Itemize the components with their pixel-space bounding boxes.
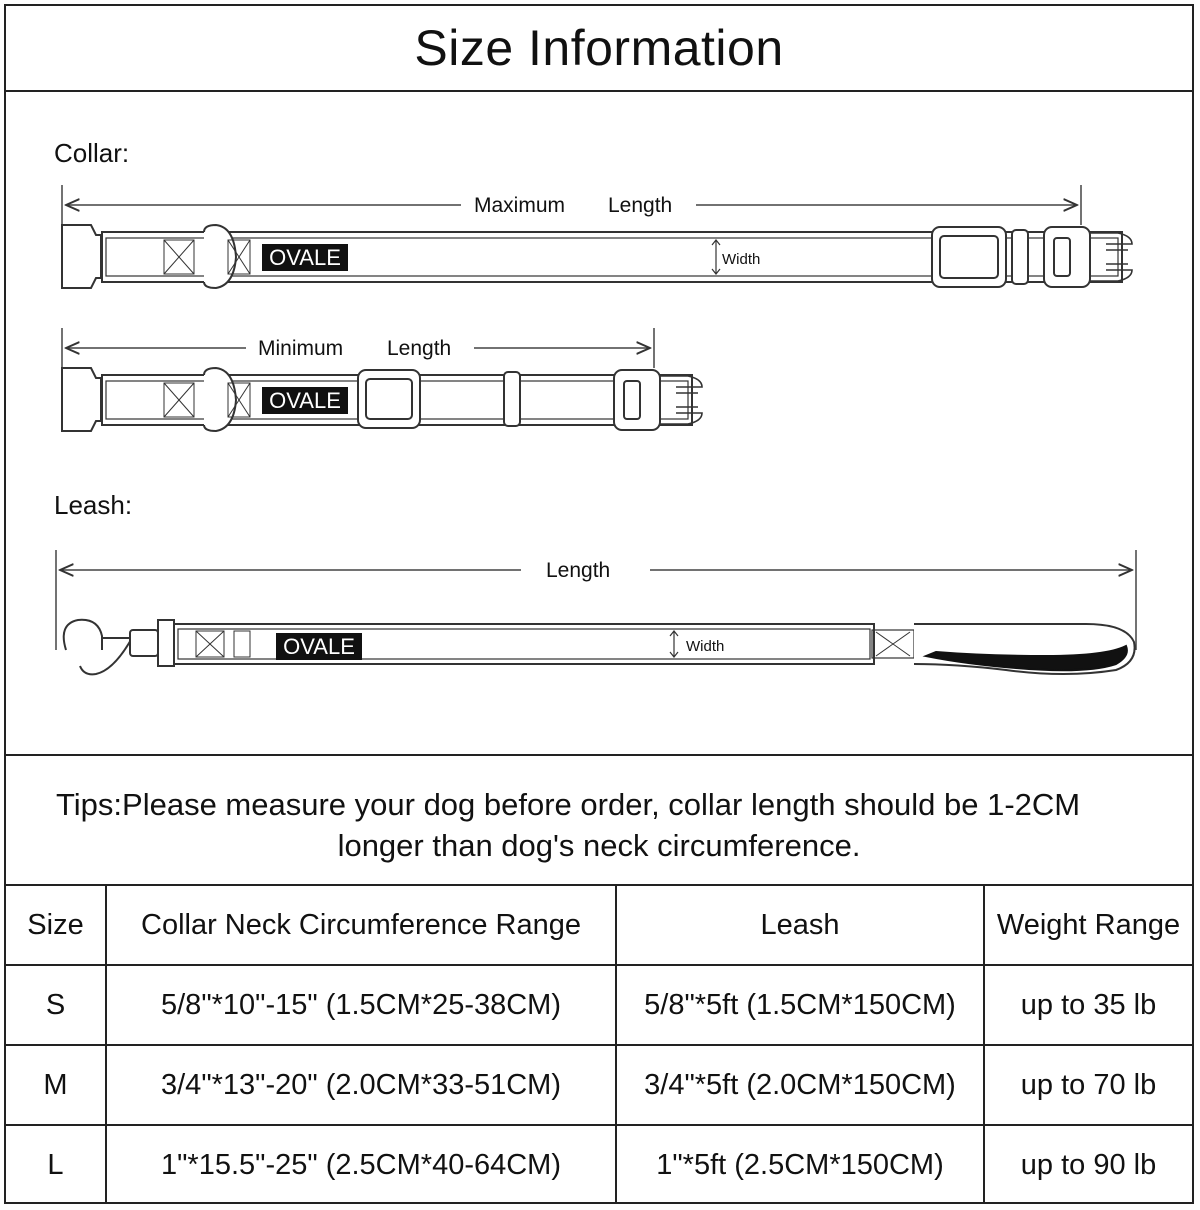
cell-weight-range: up to 35 lb (984, 965, 1192, 1045)
min-length-dimension (62, 328, 654, 368)
header-size: Size (6, 886, 106, 965)
cell-collar-range: 5/8"*10"-15" (1.5CM*25-38CM) (106, 965, 616, 1045)
tips-section (6, 754, 1192, 886)
width-label-collar: Width (722, 251, 761, 268)
brand-label-min: OVALE (269, 388, 341, 413)
tips-line-1: Tips:Please measure your dog before order, collar length should be 1-2CM (56, 787, 1081, 822)
max-label-1: Maximum (474, 194, 566, 217)
cell-collar-range: 1"*15.5"-25" (2.5CM*40-64CM) (106, 1125, 616, 1204)
header-weight-range: Weight Range (984, 886, 1192, 965)
leash-drawing (64, 620, 1135, 675)
table-row (6, 1045, 1192, 1125)
header-collar-range: Collar Neck Circumference Range (106, 886, 616, 965)
table-header-row (6, 886, 1192, 965)
cell-size: L (6, 1125, 106, 1204)
tips-line-2: longer than dog's neck circumference. (337, 828, 861, 863)
cell-leash: 1"*5ft (2.5CM*150CM) (616, 1125, 984, 1204)
cell-size: M (6, 1045, 106, 1125)
cell-leash: 5/8"*5ft (1.5CM*150CM) (616, 965, 984, 1045)
brand-label-leash: OVALE (283, 634, 355, 659)
cell-leash: 3/4"*5ft (2.0CM*150CM) (616, 1045, 984, 1125)
leash-length-label: Length (546, 559, 611, 582)
cell-size: S (6, 965, 106, 1045)
collar-heading: Collar: (54, 138, 130, 168)
max-length-dimension (62, 185, 1081, 225)
leash-heading: Leash: (54, 490, 133, 520)
product-diagram (6, 90, 1192, 754)
table-row (6, 965, 1192, 1045)
collar-leash-illustration (6, 90, 1194, 754)
header-leash: Leash (616, 886, 984, 965)
cell-collar-range: 3/4"*13"-20" (2.0CM*33-51CM) (106, 1045, 616, 1125)
collar-max-drawing (62, 225, 1132, 288)
cell-weight-range: up to 90 lb (984, 1125, 1192, 1204)
min-label-2: Length (387, 337, 452, 360)
brand-label-max: OVALE (269, 245, 341, 270)
page-title: Size Information (6, 6, 1192, 92)
max-label-2: Length (608, 194, 673, 217)
table-row (6, 1125, 1192, 1204)
size-table (6, 886, 1192, 1204)
collar-min-drawing (62, 368, 702, 431)
size-info-frame (4, 4, 1194, 1204)
width-label-leash: Width (686, 638, 725, 655)
min-label-1: Minimum (258, 337, 344, 360)
cell-weight-range: up to 70 lb (984, 1045, 1192, 1125)
